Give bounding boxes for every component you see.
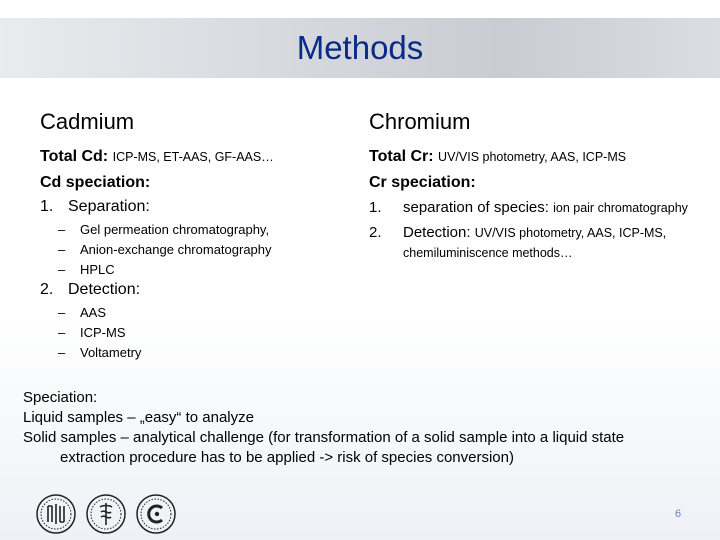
cd-step2-num: 2.: [40, 281, 54, 298]
cd-step2: [40, 279, 340, 301]
cr-item-1: [369, 198, 689, 218]
university-seal-icon: [35, 493, 77, 535]
cr-total-label: Total Cr:: [369, 148, 434, 165]
cd-detection-list: [58, 303, 340, 363]
cd-detection-block: [40, 279, 340, 363]
list-item: – Anion-exchange chromatography: [58, 242, 272, 257]
cd-total-label: Total Cd:: [40, 148, 109, 165]
list-item: – Voltametry: [58, 345, 142, 360]
cd-separation-list: [58, 220, 340, 280]
chromium-column: [369, 108, 689, 263]
cr-total-line: [369, 144, 689, 170]
speciation-line-2: Solid samples – analytical challenge (for transformation of a solid sample into a liquid state: [23, 429, 625, 446]
page-title: Methods: [296, 29, 424, 66]
cr-item2-rest: UV/VIS photometry, AAS, ICP-MS, chemiluminiscence methods…: [403, 226, 667, 260]
speciation-line-1: Liquid samples – „easy“ to analyze: [23, 409, 254, 426]
cr-item1-rest: ion pair chromatography: [553, 201, 688, 215]
cr-item2-num: 2.: [369, 224, 382, 241]
list-item: – ICP-MS: [58, 325, 126, 340]
medical-faculty-seal-icon: [85, 493, 127, 535]
cr-total-methods: UV/VIS photometry, AAS, ICP-MS: [438, 150, 627, 164]
logo-row: [35, 493, 175, 535]
list-item: – AAS: [58, 305, 107, 320]
cd-step1: [40, 196, 340, 218]
list-item: – HPLC: [58, 262, 115, 277]
cadmium-heading: Cadmium: [40, 109, 135, 134]
cd-step2-label: Detection:: [68, 281, 141, 298]
cd-speciation-label: Cd speciation:: [40, 174, 151, 191]
cr-item2-lead: Detection:: [403, 224, 471, 241]
cr-speciation-label: Cr speciation:: [369, 174, 476, 191]
page-number: 6: [674, 508, 682, 520]
speciation-heading: Speciation:: [23, 389, 98, 406]
cadmium-column: [40, 108, 340, 280]
chromium-heading: Chromium: [369, 109, 471, 134]
institute-seal-icon: [135, 493, 177, 535]
speciation-block: [23, 388, 703, 468]
list-item: – Gel permeation chromatography,: [58, 222, 270, 237]
cr-item1-lead: separation of species:: [403, 199, 549, 216]
cd-total-methods: ICP-MS, ET-AAS, GF-AAS…: [112, 150, 274, 164]
cd-step1-num: 1.: [40, 198, 54, 215]
cd-step1-label: Separation:: [68, 198, 150, 215]
cr-item-2: [369, 223, 689, 263]
speciation-line-3: extraction procedure has to be applied -> risk of species conversion): [60, 449, 514, 466]
cd-total-line: [40, 144, 340, 170]
cr-item1-num: 1.: [369, 199, 382, 216]
